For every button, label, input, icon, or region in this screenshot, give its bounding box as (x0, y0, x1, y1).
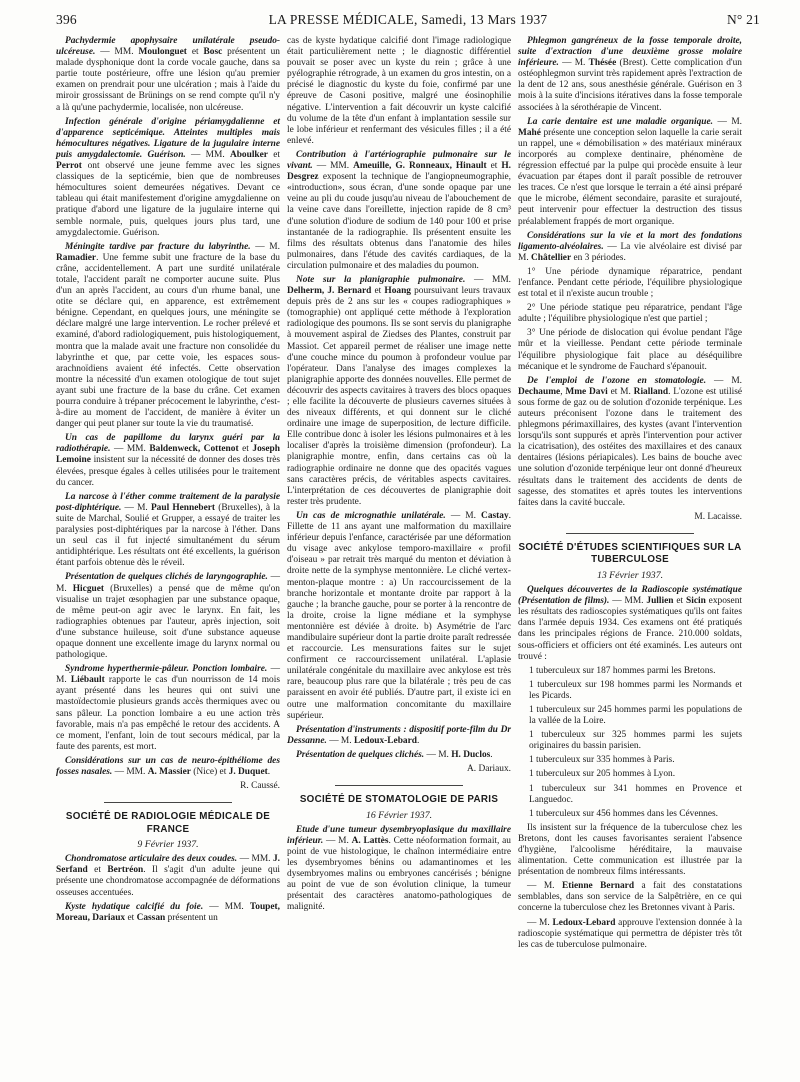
section-divider (566, 533, 694, 534)
abstract-heading: Contribution à l'artériographie pulmonaire sur le vivant. (287, 149, 511, 172)
body-text: — MM. (465, 274, 511, 285)
body-text: — M. (527, 917, 553, 928)
body-text: — M. (56, 664, 280, 686)
author-name: A. Massier (147, 767, 191, 777)
author-name: Bertréon (107, 865, 144, 876)
body-text: 1 tuberculeux sur 456 hommes dans les Cévennes. (529, 808, 719, 819)
body-text: — M. (706, 375, 742, 386)
abstract-paragraph (56, 492, 280, 570)
running-title: LA PRESSE MÉDICALE, Samedi, 13 Mars 1937 (268, 12, 548, 27)
abstract-paragraph (287, 825, 511, 914)
abstract-paragraph (56, 242, 280, 431)
column-middle (287, 36, 511, 916)
body-text: Ils insistent sur la fréquence de la tuberculose chez les Bretons, dont les causes favorisantes seraient l'absence d'hygiène, l'alcoolisme héréditaire, la mauvaise alimentation. Cette communication est illustrée par la présentation de nombreux films intéressants. (518, 822, 742, 878)
author-name: Jullien (646, 596, 674, 607)
body-text: , (560, 386, 566, 397)
body-text: et (371, 286, 385, 297)
author-name: Hoang (384, 286, 411, 297)
body-text: . Il s'agit d'un adulte jeune qui présente une chondromatose accompagnée de déformations osseuses accentuées. (56, 865, 280, 898)
body-text: — MM. (609, 596, 647, 607)
author-name: Delherm, J. Bernard (287, 286, 372, 297)
body-text: . (416, 735, 420, 746)
abstract-paragraph (518, 823, 742, 878)
abstract-heading: Présentation d'instruments : dispositif porte-film du Dr Dessanne. (287, 724, 511, 746)
session-date: 16 Février 1937. (365, 809, 433, 821)
body-text: ont observé une jeune femme avec les signes classiques de la septicémie, bien que de nombreuses hémocultures soient demeurées négatives. Devant ce tableau qui était manifestement d'origine amygdalienne on pratique d'abord une ligature de la jugulaire interne qui semble normale, puis, quelques jours plus tard, une amygdalectomie. Guérison. (56, 161, 280, 238)
reporter-signature: A. Dariaux. (467, 764, 511, 774)
abstract-paragraph (518, 36, 742, 114)
list-item (518, 730, 742, 752)
list-item (518, 705, 742, 727)
body-text: — MM. (110, 444, 150, 455)
abstract-paragraph (518, 585, 742, 663)
body-text: 1 tuberculeux sur 335 hommes à Paris. (529, 755, 675, 766)
abstract-heading: Présentation de quelques clichés. (296, 749, 425, 760)
author-name: Bosc (203, 47, 223, 58)
abstract-paragraph (287, 725, 511, 747)
abstract-paragraph (56, 854, 280, 898)
author-name: H. Duclos (451, 749, 491, 760)
body-text: . L'ozone est utilisé sous forme de gaz ou de solution d'ozonide terpénique. Les auteurs préconisent l'ozone dans le traitement des phlegmons périmaxillaires, des kystes (avant l'intervention lorsqu'ils sont suppurés et après l'intervention pour activer la cicatrisation), des ostéites des maxillaires et des canaux dentaires (lésions périapicales). Les bains de bouche avec une solution d'ozonide terpénique leur ont donné d'heureux résultats dans le traitement des accidents de dents de sagesse, des stomatites et après toutes les interventions faites dans la cavité buccale. (518, 386, 742, 508)
body-text: 1 tuberculeux sur 187 hommes parmi les Bretons. (529, 665, 716, 676)
abstract-heading: Infection générale d'origine périamygdalienne et d'apparence septicémique. Atteintes multiples mais hémocultures négatives. Ligature de la jugulaire interne puis amygdalectomie. Guérison. (56, 116, 280, 160)
body-text: — M. (527, 881, 562, 892)
author-name: Liébault (70, 675, 105, 686)
author-name: Castay (481, 510, 509, 521)
author-name: J. Serfand (56, 854, 281, 876)
abstract-heading: Note sur la planigraphie pulmonaire. (296, 274, 466, 285)
author-name: Ledoux-Lebard (353, 735, 417, 746)
body-text: poursuivant leurs travaux depuis près de 2 ans sur les « coupes radiographiques » (tomographie) ont appliqué cette méthode à l'exploration radiologique des poumons. Ils se sont servis du planigraphe à mouvement aspiral de Ziedses des Plantes, construit par Massiot. Cet appareil permet de réaliser une image nette d'une couche mince du poumon à profondeur voulue par l'opérateur. Dans l'analyse des images complexes la planigraphie apporte des données nouvelles. Elle permet de découvrir des aspects cavitaires à travers des blocs opaques ; elle facilite la découverte de plusieurs cavernes situées à des niveaux différents, et qui donnent sur le cliché ordinaire une image de superposition, de lecture difficile. Elle contribue donc à isoler les lésions pulmonaires et à les localiser d'après la troisième dimension (profondeur). La planigraphie montre, enfin, dans certains cas où la radiographie ordinaire ne donne que des opacités vagues sans caractères précis, de véritables aspects cavitaires. L'interprétation de ces découvertes de planigraphie doit rester très prudente. (287, 286, 511, 507)
body-text: cas de kyste hydatique calcifié dont l'image radiologique était particulièrement nette ; le diagnostic différentiel pouvait se poser avec un kyste du rein ; grâce à une pyélographie rétrograde, à un examen du gros intestin, on a précisé le diagnostic du kyste du foie, confirmé par une épreuve de Casoni positive, malgré une éosinophilie négative. L'intervention a fait découvrir un kyste calcifié du volume de la tête d'un enfant à implantation sessile sur le lobe inférieur et renfermant des vésicules filles ; il a été enlevé. (287, 36, 511, 146)
page-header (56, 12, 760, 28)
author-name: Paul Hennebert (150, 502, 216, 513)
body-text: . (490, 749, 493, 760)
author-name: Mme Davi (565, 386, 608, 397)
abstract-heading: Pachydermie apophysaire unilatérale pseudo-ulcéreuse. (56, 36, 280, 58)
abstract-paragraph (518, 117, 742, 228)
reporter-signature: R. Caussé. (240, 781, 280, 792)
author-name: Mahé (518, 127, 541, 138)
author-name: Hicguet (72, 583, 105, 594)
body-text: 2° Une période statique peu réparatrice, pendant l'âge adulte ; l'équilibre physiologique n'est que partiel ; (518, 303, 742, 325)
body-text: (Bruxelles), à la suite de Marchal, Soulié et Grupper, a essayé de traiter les paralysies post-diphtériques par la narcose à l'éther. Dans un seul cas il fut injecté simultanément du sérum antidiphtérique. Les résultats ont été excellents, la guérison étant parfois obtenue dès le réveil. (56, 502, 280, 569)
page-number: 396 (56, 12, 77, 27)
body-text: — MM. (185, 149, 230, 160)
author-name: Ramadier (56, 252, 97, 263)
author-name: Thésée (588, 58, 617, 69)
body-text: exposent les résultats des radioscopies systématiques qu'ils ont faites dans l'armée depuis 1934. Ces examens ont été pratiqués dans les principales régions de France. 210.000 soldats, sous-officiers et officiers ont été examinés. Les auteurs ont trouvé : (518, 596, 743, 662)
author-name: H. Desgrez (287, 161, 511, 183)
society-heading: SOCIÉTÉ DE RADIOLOGIE MÉDICALE DE FRANCE (65, 811, 271, 835)
abstract-paragraph (56, 756, 280, 778)
abstract-heading: Méningite tardive par fracture du labyrinthe. (65, 241, 251, 252)
body-text: — MM. (203, 901, 250, 912)
abstract-heading: Considérations sur un cas de neuro-épithéliome des fosses nasales. (56, 755, 280, 777)
abstract-paragraph (518, 303, 742, 325)
body-text: 3° Une période de dislocation qui évolue pendant l'âge mûr et la vieillesse. Pendant cette période terminale l'équilibre physiologique fait place au déséquilibre mécanique et le syndrome de Fauchard s'épanouit. (518, 328, 742, 372)
abstract-paragraph (56, 433, 280, 488)
abstract-paragraph (287, 750, 511, 761)
body-text: . Cette néoformation formait, au point de vue histologique, le chaînon intermédiaire entre les dysembryomes bénins ou adamantinomes et les dysembryomes malins ou embryones cancérisés ; bénigne au point de vue de son évolution clinique, la tumeur présentait des caractères anatomo-pathologiques de malignité. (287, 835, 511, 913)
section-divider (335, 785, 463, 786)
society-heading: SOCIÉTÉ DE STOMATOLOGIE DE PARIS (299, 794, 499, 806)
body-text: — M. (56, 572, 280, 594)
society-heading: SOCIÉTÉ D'ÉTUDES SCIENTIFIQUES SUR LA TUBERCULOSE (518, 541, 742, 566)
abstract-paragraph (518, 881, 742, 914)
body-text: . Fillette de 11 ans ayant une malformation du maxillaire inférieur depuis l'enfance, caractérisée par une déformation du visage avec ankylose temporo-maxillaire « profil d'oiseau » par retrait très marqué du menton et déviation à droite nette de la symphyse mentonnière. Le cliché vertex-menton-plaque montre : a) Un raccourcissement de la branche horizontale et montante droite par rapport à la gauche ; la branche gauche, pour se porter à la rencontre de la droite, croise la ligne médiane et la symphyse mentonnière est déviée à droite. b) Asymétrie de l'arc mandibulaire supérieur dont la partie droite paraît redressée et raccourcie. Les mensurations faites sur le sujet confirment ce raccourcissement unilatéral. L'aplasie unilatérale congénitale du maxillaire avec ankylose est très rare, beaucoup plus rare que la bilatérale ; très peu de cas paraissent en avoir été publiés. D'autre part, il existe ici en outre une malformation concomitante du maxillaire supérieur. (287, 510, 511, 721)
author-name: Ameuille, G. Ronneaux, Hinault (353, 161, 487, 172)
author-name: Etienne Bernard (561, 881, 635, 892)
abstract-heading: Chondromatose articulaire des deux coudes. (65, 854, 238, 865)
abstract-heading: Considérations sur la vie et la mort des fondations ligamento-alvéolaires. (518, 230, 742, 252)
body-text: présentent un malade dysphonique dont la corde vocale gauche, dans sa partie toute postérieure, offre une lésion qu'au premier examen on prendrait pour une ulcération ; mais à l'aide du miroir grossissant de Brünings on se rend compte qu'il n'y a là qu'une pachydermie, localisée, non ulcéreuse. (56, 47, 280, 113)
section-divider (104, 802, 232, 803)
body-text: et (87, 865, 108, 876)
author-name: Moulonguet (138, 47, 187, 58)
body-text: 1 tuberculeux sur 198 hommes parmi les Normands et les Picards. (529, 679, 742, 701)
body-text: et (486, 161, 502, 172)
column-right (518, 36, 742, 954)
body-text: . (267, 767, 271, 777)
body-text: et (673, 596, 686, 607)
body-text: — M. (712, 116, 742, 127)
list-item (518, 809, 742, 820)
author-name: A. Lattès (351, 835, 389, 846)
body-text: 1 tuberculeux sur 245 hommes parmi les populations de la vallée de la Loire. (529, 704, 742, 727)
body-text: (Brest). Cette complication d'un ostéophlegmon survint très rapidement après l'extraction de la dent de 12 ans, sous anesthésie générale. Guérison en 3 mois à la suite d'incisions itératives dans la fosse temporale associées à la sérothérapie de Vincent. (518, 58, 742, 113)
author-name: J. Duquet (228, 767, 268, 777)
list-item (518, 666, 742, 677)
abstract-heading: Etude d'une tumeur dysembryoplasique du maxillaire inférieur. (287, 824, 511, 846)
abstract-heading: De l'emploi de l'ozone en stomatologie. (527, 375, 707, 386)
abstract-heading: Phlegmon gangréneux de la fosse temporale droite, suite d'extraction d'une deuxième grosse molaire inférieure. (518, 36, 742, 69)
abstract-paragraph (287, 275, 511, 508)
abstract-heading: Un cas de micrognathie unilatérale. (296, 510, 446, 521)
abstract-paragraph (287, 150, 511, 272)
body-text: — M. (326, 735, 354, 746)
abstract-paragraph (518, 918, 742, 951)
abstract-paragraph (518, 328, 742, 372)
body-text: — MM. (112, 767, 148, 777)
body-text: — M. (424, 749, 452, 760)
body-text: et (267, 149, 280, 160)
list-item (518, 755, 742, 766)
body-text: — La vie alvéolaire est divisé par M. (518, 241, 742, 263)
body-text: — MM. (312, 161, 354, 172)
column-left (56, 36, 280, 927)
body-text: — M. (558, 58, 589, 69)
abstract-heading: Quelques découvertes de la Radioscopie systématique (Présentation de films). (518, 585, 742, 607)
list-item (518, 769, 742, 780)
abstract-paragraph (56, 36, 280, 114)
author-name: Ledoux-Lebard (552, 917, 616, 928)
author-name: Perrot (56, 161, 82, 172)
session-date: 13 Février 1937. (596, 569, 664, 581)
body-text: et M. (607, 386, 634, 397)
author-name: Rialland (633, 386, 669, 397)
body-text: 1° Une période dynamique réparatrice, pendant l'enfance. Pendant cette période, l'équilibre physiologique est total et il n'existe aucun trouble ; (518, 266, 742, 300)
abstract-heading: Présentation de quelques clichés de laryngographie. (65, 572, 268, 583)
body-text: et (238, 444, 253, 455)
reporter-signature: M. Lacaisse. (694, 511, 742, 522)
abstract-paragraph (518, 231, 742, 264)
body-text: approuve l'extension donnée à la radioscopie systématique qui permettra de dépister très tôt les cas de tuberculose pulmonaire. (518, 917, 742, 950)
abstract-paragraph (56, 664, 280, 753)
body-text: a fait des constatations semblables, dans son service de la Salpêtrière, en ce qui concerne la tuberculose chez les Bretonnes vivant à Paris. (518, 881, 742, 914)
body-text: — M. (323, 835, 352, 846)
author-name: Aboulker (229, 149, 268, 160)
list-item (518, 784, 742, 806)
abstract-paragraph (518, 376, 742, 509)
abstract-paragraph (287, 36, 511, 147)
body-text: et (186, 47, 204, 58)
abstract-paragraph (518, 267, 742, 300)
body-text: exposent la technique de l'angiopneumographie, «introduction», sous écran, d'une sonde opaque par une veine au pli du coude jusqu'au niveau de l'abouchement de la veine cave dans l'oreillette, injection rapide de 8 cm³ d'une solution d'iodure de sodium de 140 pour 100 et prise instantanée de la radiographie. Ils présentent ensuite les films des résultats obtenus dans l'anatomie des hiles pulmonaires, dans l'étude des cavités cardiaques, de la circulation pulmonaire et des maladies du poumon. (287, 172, 511, 271)
body-text: — M. (250, 241, 280, 252)
author-name: Baldenweck, Cottenot (149, 444, 239, 455)
author-name: Cassan (136, 912, 166, 923)
body-text: (Bruxelles) a pensé que de même qu'on visualise un trajet œsophagien par une substance opaque, de même peut-on agir avec le larynx. En fait, les radiographies obtenues par l'auteur, après injection, soit d'une substance huileuse, soit d'une substance aqueuse opaque donnent une excellente image du larynx normal ou pathologique. (56, 583, 280, 661)
abstract-paragraph (56, 902, 280, 924)
session-date: 9 Février 1937. (137, 839, 199, 851)
body-text: en 3 périodes. (571, 252, 626, 263)
body-text: 1 tuberculeux sur 341 hommes en Provence et Languedoc. (529, 783, 742, 805)
abstract-heading: Syndrome hyperthermie-pâleur. Ponction lombaire. (65, 664, 268, 675)
body-text: (Nice) et (190, 767, 229, 777)
abstract-heading: Un cas de papillome du larynx guéri par la radiothérapie. (56, 433, 280, 455)
body-text: — M. (445, 510, 482, 521)
body-text: présente une conception selon laquelle la carie serait un rappel, une « démobilisation » des matériaux minéraux incorporés au complexe dentinaire, phénomène de régression effectué par la pulpe qui procède ensuite à leur évacuation par étapes dont il paraît possible de retrouver les traces. Ce n'est que lorsque le terrain a été ainsi préparé que le microbe, élément secondaire, parasite et surajouté, peut intervenir pour effectuer la destruction des tissus préalablement frappés de mort organique. (518, 127, 742, 227)
body-text: — M. (121, 502, 151, 513)
body-text: et (125, 912, 137, 923)
abstract-paragraph (287, 511, 511, 722)
body-text: . Une femme subit une fracture de la base du crâne, accidentellement. A part une surdité unilatérale totale, l'accident paraît ne comporter aucune suite. Plus d'un an après l'accident, au cours d'un rhume banal, une otite se déclare qui, en apparence, est extrêmement bénigne. Cependant, en quelques jours, une méningite se déclare malgré une large intervention. Le rocher prélevé et examiné, d'abord radiologiquement, puis histologiquement, montra que la malade avait une fracture non consolidée du labyrinthe et que, par cette voie, les espaces sous-arachnoïdiens avaient été infectés. Cette observation montre la nécessité d'un examen otologique de tout sujet ayant subi une fracture de la base du crâne. Cet examen pourra conduire à trépaner précocement le labyrinthe, c'est-à-dire au moment de l'accident, de manière à éviter un danger qui peut planer sur toute la vie du traumatisé. (56, 252, 280, 430)
abstract-heading: La carie dentaire est une maladie organique. (527, 116, 713, 127)
abstract-paragraph (56, 572, 280, 661)
body-text: présentent un (165, 912, 218, 923)
body-text: 1 tuberculeux sur 325 hommes parmi les sujets originaires du bassin parisien. (529, 730, 742, 752)
body-text: — MM. (95, 47, 139, 58)
body-text: 1 tuberculeux sur 205 hommes à Lyon. (529, 769, 676, 780)
author-name: Sicin (686, 596, 706, 607)
author-name: Dechaume (518, 386, 561, 397)
abstract-paragraph (56, 117, 280, 239)
issue-number: N° 21 (726, 12, 760, 27)
body-text: rapporte le cas d'un nourrisson de 14 mois ayant présenté dans les heures qui ont suivi une mastoïdectomie plusieurs grands accès thermiques avec ou sans pâleur. La ponction lombaire a eu une action très favorable, mais n'a pas empêché le retour des accidents. A ce moment, l'enfant, loin de tout secours médical, par la faute des parents, est mort. (56, 675, 280, 752)
abstract-heading: La narcose à l'éther comme traitement de la paralysie post-diphtérique. (56, 491, 280, 513)
abstract-heading: Kyste hydatique calcifié du foie. (65, 901, 204, 912)
author-name: Châtellier (531, 252, 572, 263)
author-name: Joseph Lemoine (56, 444, 280, 466)
body-text: insistent sur la nécessité de donner des doses très élevées, presque égales à celles utilisées pour le traitement du cancer. (56, 455, 280, 488)
body-text: — MM. (237, 854, 273, 865)
author-name: Toupet, Moreau, Dariaux (56, 901, 280, 923)
list-item (518, 680, 742, 702)
